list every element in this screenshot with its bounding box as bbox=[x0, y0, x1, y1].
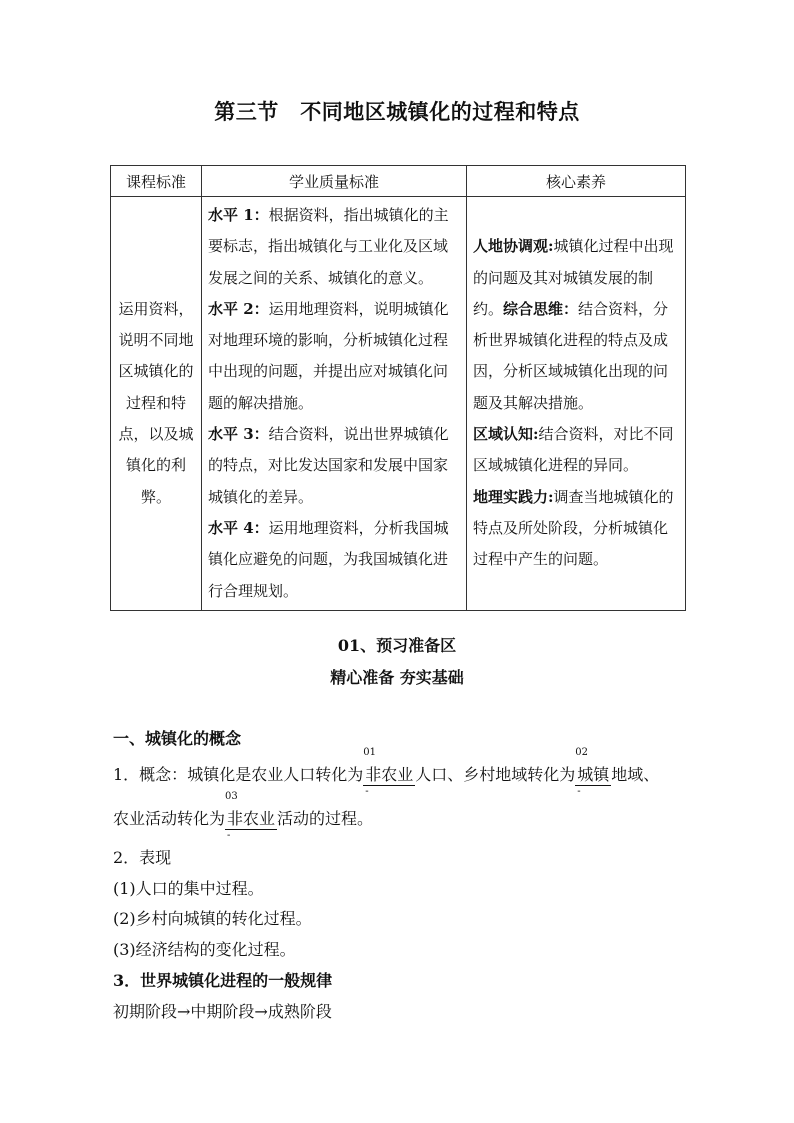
fill-blank-1: 01 非农业 - bbox=[363, 747, 414, 797]
stages-line: 初期阶段→中期阶段→成熟阶段 bbox=[113, 1002, 332, 1021]
table-row bbox=[111, 197, 686, 611]
page-title: 第三节 不同地区城镇化的过程和特点 bbox=[214, 99, 580, 124]
fill-blank-2: 02 城镇 - bbox=[575, 747, 610, 797]
core-literacy-cell bbox=[467, 197, 686, 611]
concept-line-2: 农业活动转化为 03 非农业 - 活动的过程。 bbox=[113, 791, 374, 841]
curriculum-table bbox=[110, 165, 686, 611]
course-standard-cell: 运用资料，说明不同地区城镇化的过程和特点，以及城镇化的利弊。 bbox=[111, 197, 202, 611]
item-2-1: (1)人口的集中过程。 bbox=[113, 879, 264, 898]
header-core-literacy: 核心素养 bbox=[467, 166, 686, 197]
section-subheading: 精心准备 夯实基础 bbox=[330, 668, 464, 687]
header-quality-standard: 学业质量标准 bbox=[202, 166, 467, 197]
item-2-3: (3)经济结构的变化过程。 bbox=[113, 940, 296, 959]
fill-blank-3: 03 非农业 - bbox=[225, 791, 276, 841]
quality-level-3: 水平 3：结合资料，说出世界城镇化的特点，对比发达国家和发展中国家城镇化的差异。 bbox=[208, 425, 449, 506]
table-header-row bbox=[111, 166, 686, 197]
quality-level-4: 水平 4：运用地理资料，分析我国城镇化应避免的问题，为我国城镇化进行合理规划。 bbox=[208, 518, 449, 600]
item-3-heading: 3．世界城镇化进程的一般规律 bbox=[113, 971, 333, 990]
item-2-2: (2)乡村向城镇的转化过程。 bbox=[113, 909, 312, 928]
literacy-4: 地理实践力:调查当地城镇化的特点及所处阶段，分析城镇化过程中产生的问题。 bbox=[473, 487, 674, 569]
literacy-2: 综合思维：结合资料，分析世界城镇化进程的特点及成因，分析区域城镇化出现的问题及其解决措施。 bbox=[473, 299, 669, 412]
section-heading: 01、预习准备区 bbox=[337, 636, 457, 655]
concept-line-1: 1．概念：城镇化是农业人口转化为 01 非农业 - 人口、乡村地域转化为 02 城镇 - 地域、 bbox=[113, 747, 660, 797]
literacy-3: 区域认知:结合资料，对比不同区域城镇化进程的异同。 bbox=[473, 425, 674, 475]
part-heading: 一、城镇化的概念 bbox=[113, 729, 242, 748]
quality-level-1: 水平 1：根据资料，指出城镇化的主要标志，指出城镇化与工业化及区域发展之间的关系、城镇化的意义。 bbox=[208, 206, 449, 287]
quality-standard-cell bbox=[202, 197, 467, 611]
literacy-1: 人地协调观:城镇化过程中出现的问题及其对城镇发展的制约。 bbox=[473, 237, 674, 318]
item-2-heading: 2．表现 bbox=[113, 848, 172, 867]
header-course-standard: 课程标准 bbox=[111, 166, 202, 197]
quality-level-2: 水平 2：运用地理资料，说明城镇化对地理环境的影响，分析城镇化过程中出现的问题，并提出应对城镇化问题的解决措施。 bbox=[208, 299, 449, 412]
